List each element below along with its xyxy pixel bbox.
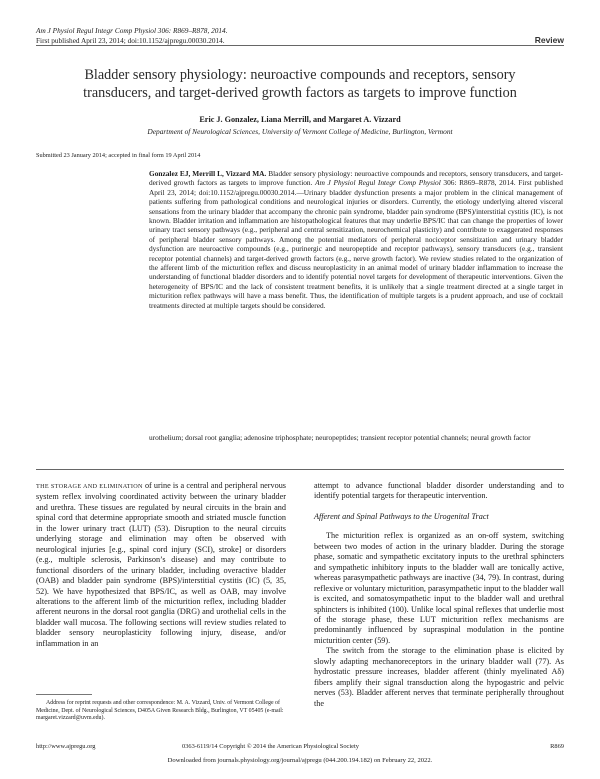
submission-dates: Submitted 23 January 2014; accepted in final form 19 April 2014 [36, 152, 201, 159]
section-label: Review [534, 35, 564, 45]
right-column [314, 481, 564, 709]
footnote-rule [36, 694, 92, 695]
abstract-cite-authors: Gonzalez EJ, Merrill L, Vizzard MA. [149, 169, 267, 178]
footnote [36, 700, 286, 723]
download-notice: Downloaded from journals.physiology.org/journal/ajpregu (044.200.194.182) on February 22, 2022. [167, 757, 433, 764]
body-rule [36, 469, 564, 470]
title-line-2: transducers, and target-derived growth factors as targets to improve function [83, 85, 517, 101]
abstract-body: Urinary bladder dysfunction presents a major problem in the clinical management of patients suffering from pathological conditions and neurological injuries or disorders. Currently, the etiology underlying altered visceral sensations from the urinary bladder that accompany the chronic pain syndrome, bladder pain syndrome (BPS)/interstitial cystitis (IC), is not known. Bladder irritation and inflammation are histopathological features that may underlie BPS/IC that can change the properties of lower urinary tract sensory pathways (e.g., peripheral and central sensitization, neurochemical plasticity) and contribute to exaggerated responses of peripheral bladder sensory pathways. Among the potential mediators of peripheral nociceptor sensitization and urinary bladder dysfunction are neuroactive compounds (e.g., purinergic and neuropeptide and receptor pathways), sensory transducers (e.g., transient receptor potential channels) and target-derived growth factors (e.g., nerve growth factor). We review studies related to the organization of the afferent limb of the micturition reflex and discuss neuroplasticity in an animal model of urinary bladder inflammation to increase the understanding of functional bladder disorders and to identify potential novel targets for development of therapeutic interventions. Given the heterogeneity of BPS/IC and the lack of consistent treatment benefits, it is unlikely that a single treatment directed at a single target in micturition reflex pathways will have a mass benefit. Thus, the identification of multiple targets is a prudent approach, and use of cocktail treatments directed at multiple targets should be considered. [149, 187, 563, 310]
header-rule [36, 45, 564, 46]
abstract [149, 169, 563, 310]
continued-paragraph: attempt to advance functional bladder disorder understanding and to identify potential targets for therapeutic intervention. [314, 481, 564, 501]
paragraph-micturition: The micturition reflex is organized as an on-off system, switching between two modes of action in the urinary bladder. During the storage phase, somatic and sympathetic excitatory inputs to the urethral sphincters and sympathetic inhibitory inputs to the bladder wall are tonically active, whereas parasympathetic pathways are inactive (34, 79). In contrast, during reflexive or voluntary micturition, parasympathetic input to the bladder wall is excited, and somatosympathetic input to the bladder wall and urethral sphincters is inhibited (100). Unlike local spinal reflexes that underlie most of the storage phase, these LUT micturition reflex mechanisms are predominantly influenced by supraspinal modulation in the pontine micturition center (59). [314, 531, 564, 645]
abstract-cite-title: Bladder sensory physiology: neuroactive compounds and receptors, sensory transducers, and target-derived growth factors as targets to improve function. [149, 169, 564, 188]
abstract-cite-journal: Am J Physiol Regul Integr Comp Physiol [315, 178, 441, 188]
authors: Eric J. Gonzalez, Liana Merrill, and Margaret A. Vizzard [199, 115, 401, 124]
abstract-cite-rest: 306: R869–R878, 2014. First published April 23, 2014; doi:10.1152/ajpregu.00030.2014.— [149, 178, 563, 197]
copyright: 0363-6119/14 Copyright © 2014 the American Physiological Society [182, 743, 359, 750]
subheading: Afferent and Spinal Pathways to the Urogenital Tract [314, 511, 489, 521]
article-title [36, 66, 564, 102]
intro-paragraph [36, 481, 286, 649]
title-line-1: Bladder sensory physiology: neuroactive compounds and receptors, sensory [84, 67, 516, 83]
publication-info: First published April 23, 2014; doi:10.1152/ajpregu.00030.2014. [36, 35, 225, 45]
intro-section-label: THE STORAGE AND ELIMINATION [36, 483, 143, 490]
intro-text: of urine is a central and peripheral nervous system reflex involving coordinated activity between the urinary bladder and urethra. These tissues are regulated by neural circuits in the brain and spinal cord that determine appropriate smooth and striated muscle function in the lower urinary tract (LUT) (53). Disruption to the neural circuits underlying storage and elimination may often be observed with neurological injuries [e.g., spinal cord injury (SCI), stroke] or disorders (e.g., multiple sclerosis, Parkinson’s disease) and may contribute to functional disorders of the urinary bladder, including overactive bladder (OAB) and bladder pain syndrome (BPS)/interstitial cystitis (IC) (5, 35, 52). We have hypothesized that BPS/IC, as well as OAB, may involve alterations to the afferent limb of the micturition reflex, including bladder afferent neurons in the dorsal root ganglia (DRG) and urothelial cells in the bladder wall mucosa. The following sections will review studies related to bladder sensory neuroplasticity following injury, disease, and/or inflammation in an [36, 481, 286, 648]
paragraph-switch: The switch from the storage to the elimination phase is elicited by slowly adapting mechanoreceptors in the urinary bladder wall (77). As hydrostatic pressure increases, bladder afferent (thinly myelinated Aδ) fibers amplify their signal transduction along the hypogastric and pelvic nerves (53). Bladder afferent nerves that terminate peripherally throughout the [314, 646, 564, 708]
journal-citation: Am J Physiol Regul Integr Comp Physiol 306: R869–R878, 2014. [36, 26, 228, 35]
running-header [36, 26, 228, 45]
left-column [36, 481, 286, 649]
affiliation: Department of Neurological Sciences, University of Vermont College of Medicine, Burlington, Vermont [147, 127, 453, 136]
page-number: R869 [550, 743, 564, 750]
journal-url[interactable]: http://www.ajpregu.org [36, 743, 96, 750]
keywords: urothelium; dorsal root ganglia; adenosine triphosphate; neuropeptides; transient receptor potential channels; neural growth factor [149, 433, 531, 442]
footnote-text: Address for reprint requests and other correspondence: M. A. Vizzard, Univ. of Vermont College of Medicine, Dept. of Neurological Sciences, D405A Given Research Bldg., Burlington, VT 05405 (e-mail: margaret.vizzard@uvm.edu). [36, 700, 284, 722]
